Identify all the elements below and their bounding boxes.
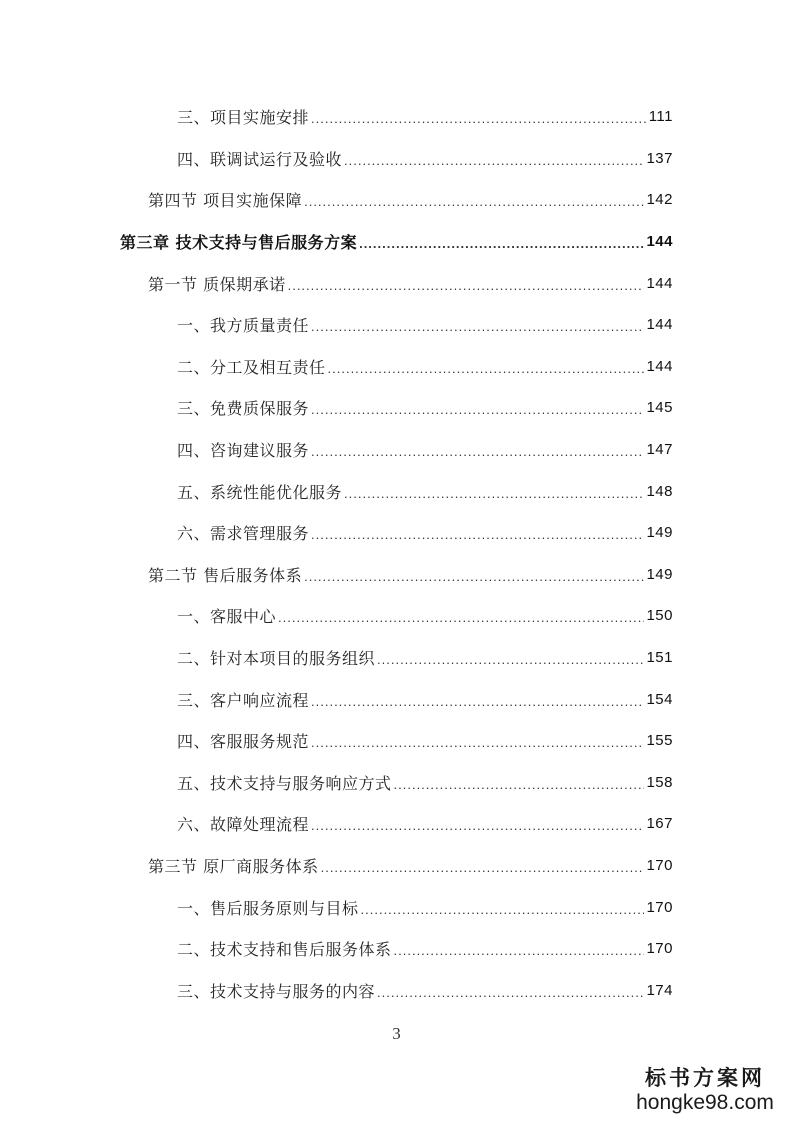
toc-entry[interactable] [0,96,793,138]
toc-entry-page: 149 [646,565,673,583]
toc-dot-leader [311,818,644,833]
toc-entry[interactable] [0,678,793,720]
toc-entry-page: 144 [646,274,673,292]
toc-entry-page: 142 [646,191,673,209]
toc-entry[interactable] [0,886,793,928]
site-watermark [635,1066,775,1116]
toc-dot-leader [278,610,644,625]
toc-dot-leader [394,943,645,958]
toc-entry-title: 一、售后服务原则与目标 [177,898,359,918]
toc-dot-leader [311,735,644,750]
toc-dot-leader [359,236,644,251]
toc-dot-leader [394,777,645,792]
toc-entry-page: 154 [646,690,673,708]
toc-entry-title: 二、针对本项目的服务组织 [177,649,376,669]
toc-entry-page: 148 [646,482,673,500]
toc-section-entry[interactable] [0,845,793,887]
toc-dot-leader [311,694,644,709]
toc-entry[interactable] [0,470,793,512]
toc-entry-page: 144 [646,316,673,334]
toc-entry-page: 170 [646,940,673,958]
toc-dot-leader [304,194,644,209]
toc-entry-page: 137 [646,149,673,167]
toc-section-entry[interactable] [0,262,793,304]
toc-dot-leader [328,361,645,376]
toc-entry-title: 四、客服服务规范 [177,732,310,752]
toc-entry-title: 六、需求管理服务 [177,524,310,544]
toc-entry[interactable] [0,595,793,637]
toc-entry-title: 一、客服中心 [177,607,277,627]
toc-entry-title: 二、技术支持和售后服务体系 [177,940,392,960]
toc-entry[interactable] [0,969,793,1011]
toc-entry-title: 第四节 项目实施保障 [148,191,303,211]
toc-dot-leader [344,153,644,168]
toc-entry-title: 三、客户响应流程 [177,690,310,710]
toc-entry-title: 第二节 售后服务体系 [148,565,303,585]
toc-entry-title: 六、故障处理流程 [177,815,310,835]
toc-entry-title: 三、项目实施安排 [177,108,310,128]
toc-entry-title: 第三章 技术支持与售后服务方案 [120,233,358,253]
toc-entry-page: 155 [646,732,673,750]
toc-section-entry[interactable] [0,554,793,596]
toc-entry-page: 158 [646,773,673,791]
toc-entry-page: 144 [646,233,673,251]
toc-entry-page: 151 [646,649,673,667]
toc-entry-title: 三、免费质保服务 [177,399,310,419]
toc-entry[interactable] [0,720,793,762]
toc-entry-title: 五、系统性能优化服务 [177,482,343,502]
toc-entry-title: 四、咨询建议服务 [177,441,310,461]
toc-entry-page: 111 [648,108,673,126]
toc-dot-leader [321,860,645,875]
toc-dot-leader [311,527,644,542]
toc-dot-leader [377,652,644,667]
watermark-site-url: hongke98.com [636,1091,774,1114]
toc-entry-page: 170 [646,856,673,874]
toc-entry-page: 147 [646,441,673,459]
toc-dot-leader [344,486,644,501]
toc-entry-page: 174 [646,981,673,999]
toc-entry[interactable] [0,138,793,180]
toc-entry-title: 五、技术支持与服务响应方式 [177,773,392,793]
toc-entry[interactable] [0,637,793,679]
toc-chapter-entry[interactable] [0,221,793,263]
toc-entry-page: 167 [646,815,673,833]
toc-entry[interactable] [0,512,793,554]
toc-entry-title: 第一节 质保期承诺 [148,274,286,294]
toc-entry-page: 149 [646,524,673,542]
toc-entry-title: 三、技术支持与服务的内容 [177,981,376,1001]
toc-entry[interactable] [0,387,793,429]
watermark-site-name: 标书方案网 [645,1065,765,1090]
toc-dot-leader [361,902,645,917]
toc-dot-leader [288,278,645,293]
toc-entry-title: 四、联调试运行及验收 [177,149,343,169]
toc-dot-leader [304,569,644,584]
toc-dot-leader [311,319,644,334]
toc-entry[interactable] [0,762,793,804]
table-of-contents [0,96,793,1011]
toc-entry-page: 144 [646,357,673,375]
toc-dot-leader [311,444,644,459]
toc-dot-leader [311,402,644,417]
toc-section-entry[interactable] [0,179,793,221]
page-number: 3 [392,1024,401,1043]
toc-entry-page: 145 [646,399,673,417]
toc-dot-leader [377,985,644,1000]
toc-entry[interactable] [0,346,793,388]
toc-entry-page: 150 [646,607,673,625]
toc-dot-leader [311,111,647,126]
toc-entry[interactable] [0,928,793,970]
toc-entry[interactable] [0,803,793,845]
toc-entry-title: 第三节 原厂商服务体系 [148,856,319,876]
toc-entry-page: 170 [646,898,673,916]
toc-entry-title: 二、分工及相互责任 [177,357,326,377]
toc-entry-title: 一、我方质量责任 [177,316,310,336]
toc-entry[interactable] [0,304,793,346]
toc-entry[interactable] [0,429,793,471]
